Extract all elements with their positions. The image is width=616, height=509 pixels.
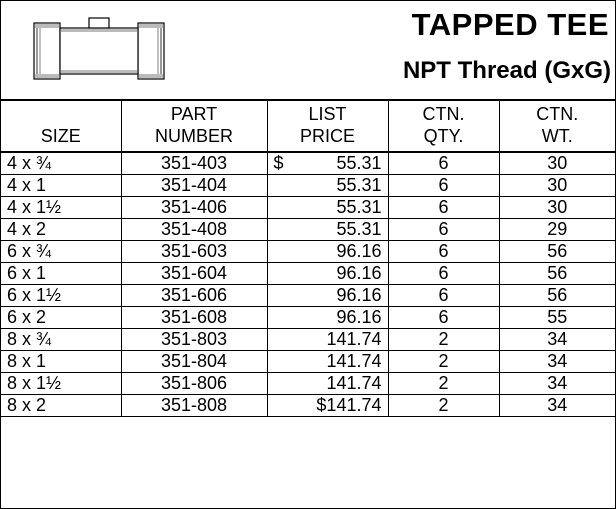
column-header-ctn-wt xyxy=(499,101,615,152)
column-header-ctn-qty xyxy=(388,101,499,152)
price-currency: $ xyxy=(273,153,284,173)
cell-part-number: 351-608 xyxy=(121,307,267,329)
cell-list-price xyxy=(267,152,388,175)
cell-ctn-qty: 6 xyxy=(388,307,499,329)
cell-ctn-qty: 6 xyxy=(388,241,499,263)
table-row xyxy=(1,219,615,241)
table-header-row xyxy=(1,101,615,152)
price-value: 55.31 xyxy=(336,219,382,239)
cell-ctn-wt: 34 xyxy=(499,351,615,373)
cell-ctn-wt: 29 xyxy=(499,219,615,241)
cell-ctn-qty: 6 xyxy=(388,285,499,307)
table-row xyxy=(1,307,615,329)
cell-ctn-qty: 2 xyxy=(388,329,499,351)
price-value: 96.16 xyxy=(336,307,382,327)
table-row xyxy=(1,373,615,395)
cell-list-price xyxy=(267,395,388,417)
cell-size: 8 x ¾ xyxy=(1,329,121,351)
cell-part-number: 351-604 xyxy=(121,263,267,285)
cell-list-price xyxy=(267,175,388,197)
column-header-line2: SIZE xyxy=(40,126,81,146)
cell-part-number: 351-803 xyxy=(121,329,267,351)
cell-part-number: 351-406 xyxy=(121,197,267,219)
column-header-line1: PART xyxy=(170,104,218,124)
cell-ctn-wt: 34 xyxy=(499,373,615,395)
cell-part-number: 351-606 xyxy=(121,285,267,307)
cell-list-price xyxy=(267,285,388,307)
cell-list-price xyxy=(267,219,388,241)
table-row xyxy=(1,329,615,351)
cell-ctn-wt: 30 xyxy=(499,197,615,219)
column-header-line1: CTN. xyxy=(536,104,579,124)
cell-list-price xyxy=(267,241,388,263)
cell-size: 6 x 1½ xyxy=(1,285,121,307)
price-value: 96.16 xyxy=(336,263,382,283)
cell-size: 4 x 1½ xyxy=(1,197,121,219)
column-header-size xyxy=(1,101,121,152)
column-header-line2: WT. xyxy=(541,126,573,146)
table-body xyxy=(1,152,615,417)
cell-size: 6 x ¾ xyxy=(1,241,121,263)
price-value: 96.16 xyxy=(336,241,382,261)
table-row xyxy=(1,241,615,263)
cell-part-number: 351-808 xyxy=(121,395,267,417)
column-header-line1: LIST xyxy=(308,104,347,124)
column-header-line1 xyxy=(5,103,117,125)
table-row xyxy=(1,285,615,307)
column-header-list-price xyxy=(267,101,388,152)
page-title: TAPPED TEE xyxy=(411,7,609,42)
cell-ctn-qty: 6 xyxy=(388,197,499,219)
cell-part-number: 351-806 xyxy=(121,373,267,395)
price-value: 55.31 xyxy=(336,197,382,217)
cell-size: 4 x ¾ xyxy=(1,152,121,175)
column-header-line2: PRICE xyxy=(299,126,355,146)
cell-part-number: 351-603 xyxy=(121,241,267,263)
cell-ctn-wt: 34 xyxy=(499,329,615,351)
cell-list-price xyxy=(267,329,388,351)
cell-ctn-wt: 56 xyxy=(499,263,615,285)
cell-size: 6 x 2 xyxy=(1,307,121,329)
table-row xyxy=(1,263,615,285)
table-row xyxy=(1,152,615,175)
page-subtitle: NPT Thread (GxG) xyxy=(402,57,611,84)
price-value: 141.74 xyxy=(326,373,382,393)
cell-list-price xyxy=(267,197,388,219)
price-value: 55.31 xyxy=(336,153,382,173)
table-row xyxy=(1,395,615,417)
table-row xyxy=(1,197,615,219)
price-value: 141.74 xyxy=(326,351,382,371)
cell-list-price xyxy=(267,263,388,285)
cell-ctn-wt: 55 xyxy=(499,307,615,329)
cell-ctn-qty: 6 xyxy=(388,263,499,285)
column-header-line2: NUMBER xyxy=(154,126,233,146)
cell-ctn-wt: 34 xyxy=(499,395,615,417)
cell-ctn-qty: 6 xyxy=(388,152,499,175)
price-value: 55.31 xyxy=(336,175,382,195)
column-header-line2: QTY. xyxy=(423,126,464,146)
cell-list-price xyxy=(267,307,388,329)
price-value: 96.16 xyxy=(336,285,382,305)
cell-part-number: 351-804 xyxy=(121,351,267,373)
table-row xyxy=(1,175,615,197)
cell-ctn-qty: 2 xyxy=(388,373,499,395)
cell-part-number: 351-408 xyxy=(121,219,267,241)
cell-size: 8 x 2 xyxy=(1,395,121,417)
column-header-part-number xyxy=(121,101,267,152)
product-table xyxy=(1,101,615,417)
column-header-line1: CTN. xyxy=(422,104,465,124)
cell-ctn-wt: 56 xyxy=(499,241,615,263)
cell-size: 4 x 1 xyxy=(1,175,121,197)
cell-size: 8 x 1 xyxy=(1,351,121,373)
cell-ctn-qty: 2 xyxy=(388,351,499,373)
cell-list-price xyxy=(267,351,388,373)
cell-list-price xyxy=(267,373,388,395)
cell-ctn-wt: 56 xyxy=(499,285,615,307)
cell-ctn-wt: 30 xyxy=(499,152,615,175)
cell-size: 8 x 1½ xyxy=(1,373,121,395)
cell-ctn-wt: 30 xyxy=(499,175,615,197)
cell-size: 4 x 2 xyxy=(1,219,121,241)
header xyxy=(1,1,615,101)
cell-ctn-qty: 2 xyxy=(388,395,499,417)
cell-size: 6 x 1 xyxy=(1,263,121,285)
table-row xyxy=(1,351,615,373)
cell-ctn-qty: 6 xyxy=(388,219,499,241)
cell-part-number: 351-403 xyxy=(121,152,267,175)
tapped-tee-fitting-illustration xyxy=(33,17,165,83)
cell-ctn-qty: 6 xyxy=(388,175,499,197)
cell-part-number: 351-404 xyxy=(121,175,267,197)
price-value: $141.74 xyxy=(316,395,382,415)
price-value: 141.74 xyxy=(326,329,382,349)
